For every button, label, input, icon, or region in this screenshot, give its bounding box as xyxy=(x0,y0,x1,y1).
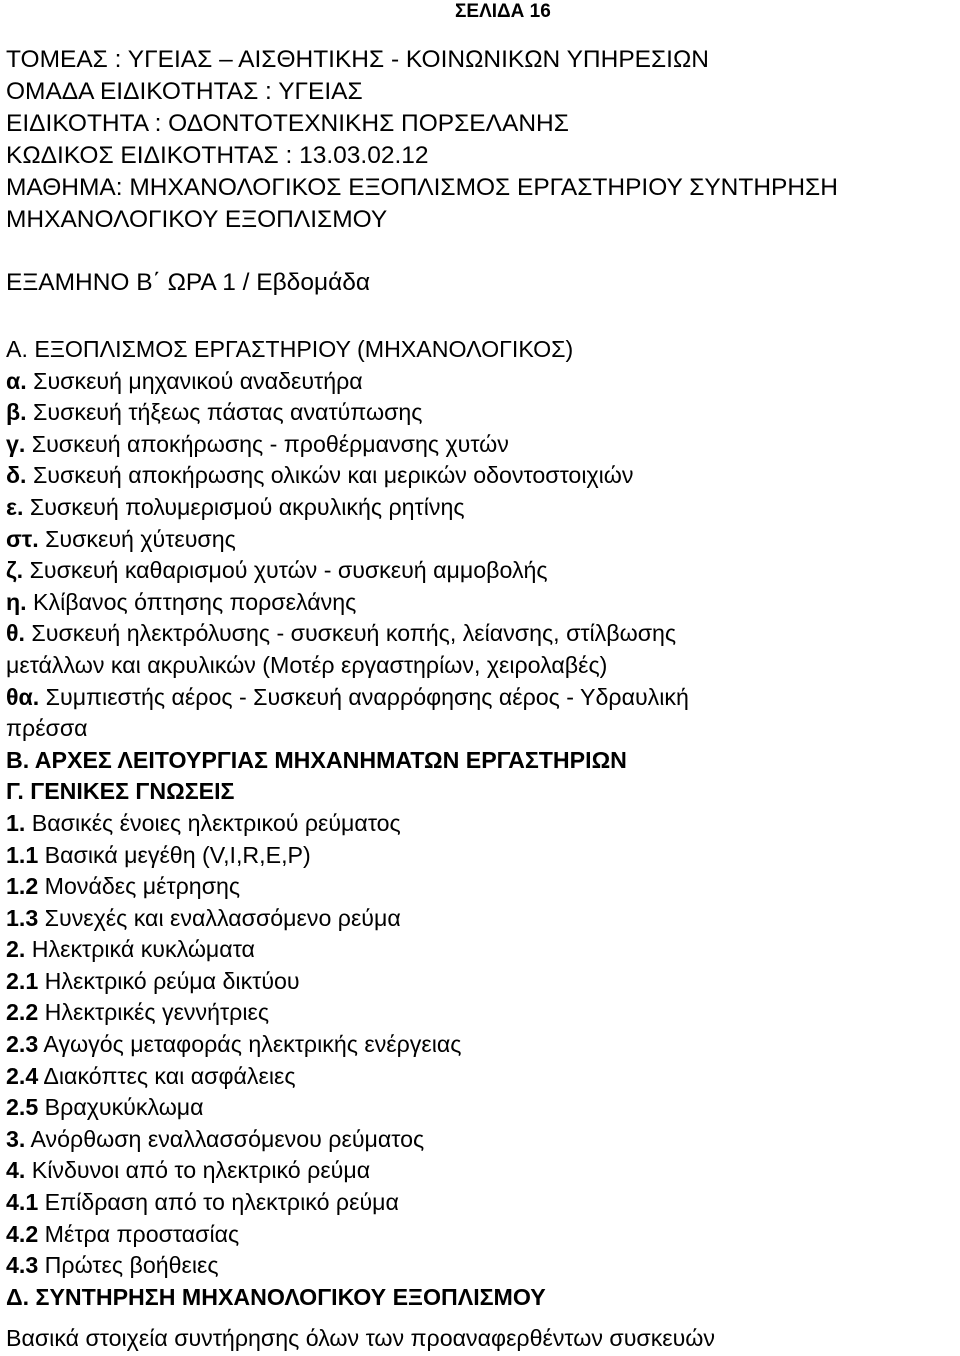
list-item xyxy=(6,840,956,872)
section-d-title: Δ. ΣΥΝΤΗΡΗΣΗ ΜΗΧΑΝΟΛΟΓΙΚΟΥ ΕΞΟΠΛΙΣΜΟΥ xyxy=(6,1283,546,1310)
section-a-title: Α. ΕΞΟΠΛΙΣΜΟΣ ΕΡΓΑΣΤΗΡΙΟΥ (ΜΗΧΑΝΟΛΟΓΙΚΟΣ) xyxy=(6,336,574,362)
item-text: Συμπιεστής αέρος - Συσκευή αναρρόφησης αέρος - Υδραυλική xyxy=(39,683,689,710)
list-item xyxy=(6,871,956,903)
section-c-title: Γ. ΓΕΝΙΚΕΣ ΓΝΩΣΕΙΣ xyxy=(6,778,235,805)
item-marker: θ. xyxy=(6,620,25,647)
list-item xyxy=(6,397,956,429)
list-item xyxy=(6,555,956,587)
list-item xyxy=(6,429,956,461)
item-marker: 4.2 xyxy=(6,1220,39,1247)
item-text: Μέτρα προστασίας xyxy=(38,1220,240,1247)
item-text: Συσκευή αποκήρωσης - προθέρμανσης χυτών xyxy=(25,430,509,457)
syllabus-list xyxy=(6,334,956,1313)
list-item xyxy=(6,1061,956,1093)
list-item xyxy=(6,618,956,650)
item-marker: 3. xyxy=(6,1125,26,1152)
item-marker: 4.3 xyxy=(6,1252,39,1279)
item-marker: 2.2 xyxy=(6,999,39,1026)
item-marker: 4.1 xyxy=(6,1189,39,1216)
item-marker: ζ. xyxy=(6,557,24,584)
item-text: Ηλεκτρικά κυκλώματα xyxy=(25,936,255,963)
item-marker: 2. xyxy=(6,936,26,963)
item-marker: γ. xyxy=(6,430,26,457)
list-item xyxy=(6,587,956,619)
item-text: Βραχυκύκλωμα xyxy=(38,1094,204,1121)
item-marker: β. xyxy=(6,399,27,426)
list-item xyxy=(6,1092,956,1124)
item-marker: η. xyxy=(6,588,27,615)
item-text: Συσκευή καθαρισμού χυτών - συσκευή αμμοβολής xyxy=(23,557,548,584)
item-text: Συσκευή ηλεκτρόλυσης - συσκευή κοπής, λείανσης, στίλβωσης xyxy=(24,620,677,647)
header-course-cont: ΜΗΧΑΝΟΛΟΓΙΚΟΥ ΕΞΟΠΛΙΣΜΟΥ xyxy=(6,206,388,233)
item-text: Κίνδυνοι από το ηλεκτρικό ρεύμα xyxy=(25,1157,371,1184)
document-header xyxy=(6,44,960,236)
item-text: Πρώτες βοήθειες xyxy=(38,1252,219,1279)
list-item xyxy=(6,366,956,398)
list-item xyxy=(6,1187,956,1219)
page-number: ΣΕΛΙΔΑ 16 xyxy=(455,1,551,22)
item-marker: δ. xyxy=(6,462,27,489)
item-marker: α. xyxy=(6,367,27,394)
item-text: Συσκευή αποκήρωσης ολικών και μερικών οδοντοστοιχιών xyxy=(26,462,634,489)
list-item xyxy=(6,460,956,492)
header-sector: ΤΟΜΕΑΣ : ΥΓΕΙΑΣ – ΑΙΣΘΗΤΙΚΗΣ - ΚΟΙΝΩΝΙΚΩΝ ΥΠΗΡΕΣΙΩΝ xyxy=(6,46,709,73)
list-item xyxy=(6,934,956,966)
list-item xyxy=(6,524,956,556)
list-item xyxy=(6,1029,956,1061)
list-item xyxy=(6,1124,956,1156)
item-marker: 1. xyxy=(6,809,26,836)
list-item xyxy=(6,1250,956,1282)
item-marker: 2.3 xyxy=(6,1031,39,1058)
list-item xyxy=(6,808,956,840)
list-item xyxy=(6,492,956,524)
semester-line: ΕΞΑΜΗΝΟ Β΄ ΩΡΑ 1 / Εβδομάδα xyxy=(6,269,371,296)
item-text: Αγωγός μεταφοράς ηλεκτρικής ενέργειας xyxy=(38,1031,462,1058)
item-text: Βασικά μεγέθη (V,I,R,E,P) xyxy=(38,841,311,868)
item-marker: στ. xyxy=(6,525,39,552)
item-marker: 4. xyxy=(6,1157,26,1184)
list-item xyxy=(6,1155,956,1187)
item-marker: 1.2 xyxy=(6,873,39,900)
list-item xyxy=(6,682,956,714)
header-group: ΟΜΑΔΑ ΕΙΔΙΚΟΤΗΤΑΣ : ΥΓΕΙΑΣ xyxy=(6,78,363,105)
item-marker: 1.1 xyxy=(6,841,39,868)
item-marker: 2.4 xyxy=(6,1062,39,1089)
item-marker: 1.3 xyxy=(6,904,39,931)
header-course: ΜΑΘΗΜΑ: ΜΗΧΑΝΟΛΟΓΙΚΟΣ ΕΞΟΠΛΙΣΜΟΣ ΕΡΓΑΣΤΗΡΙΟΥ ΣΥΝΤΗΡΗΣΗ xyxy=(6,174,838,201)
item-text: Συσκευή μηχανικού αναδευτήρα xyxy=(26,367,363,394)
header-specialty-code: ΚΩΔΙΚΟΣ ΕΙΔΙΚΟΤΗΤΑΣ : 13.03.02.12 xyxy=(6,142,429,169)
list-item xyxy=(6,1219,956,1251)
item-text: Ηλεκτρικό ρεύμα δικτύου xyxy=(38,967,300,994)
list-item-continuation: μετάλλων και ακρυλικών (Μοτέρ εργαστηρίων, χειρολαβές) xyxy=(6,651,608,678)
item-text: Μονάδες μέτρησης xyxy=(38,873,241,900)
item-text: Συσκευή τήξεως πάστας ανατύπωσης xyxy=(26,399,423,426)
maintenance-description: Βασικά στοιχεία συντήρησης όλων των προαναφερθέντων συσκευών xyxy=(6,1325,716,1351)
item-text: Ηλεκτρικές γεννήτριες xyxy=(38,999,270,1026)
list-item-continuation: πρέσσα xyxy=(6,715,88,742)
item-text: Συσκευή πολυμερισμού ακρυλικής ρητίνης xyxy=(23,493,465,520)
item-text: Κλίβανος όπτησης πορσελάνης xyxy=(26,588,357,615)
item-marker: θα. xyxy=(6,683,40,710)
header-specialty: ΕΙΔΙΚΟΤΗΤΑ : ΟΔΟΝΤΟΤΕΧΝΙΚΗΣ ΠΟΡΣΕΛΑΝΗΣ xyxy=(6,110,569,137)
list-item xyxy=(6,903,956,935)
item-marker: ε. xyxy=(6,493,24,520)
item-text: Συνεχές και εναλλασσόμενο ρεύμα xyxy=(38,904,401,931)
item-marker: 2.1 xyxy=(6,967,39,994)
item-text: Διακόπτες και ασφάλειες xyxy=(38,1062,296,1089)
list-item xyxy=(6,966,956,998)
section-b-title: Β. ΑΡΧΕΣ ΛΕΙΤΟΥΡΓΙΑΣ ΜΗΧΑΝΗΜΑΤΩΝ ΕΡΓΑΣΤΗΡΙΩΝ xyxy=(6,746,627,773)
item-text: Βασικές ένοιες ηλεκτρικού ρεύματος xyxy=(25,809,401,836)
item-marker: 2.5 xyxy=(6,1094,39,1121)
item-text: Συσκευή χύτευσης xyxy=(38,525,236,552)
list-item xyxy=(6,997,956,1029)
item-text: Ανόρθωση εναλλασσόμενου ρεύματος xyxy=(25,1125,425,1152)
item-text: Επίδραση από το ηλεκτρικό ρεύμα xyxy=(38,1189,399,1216)
